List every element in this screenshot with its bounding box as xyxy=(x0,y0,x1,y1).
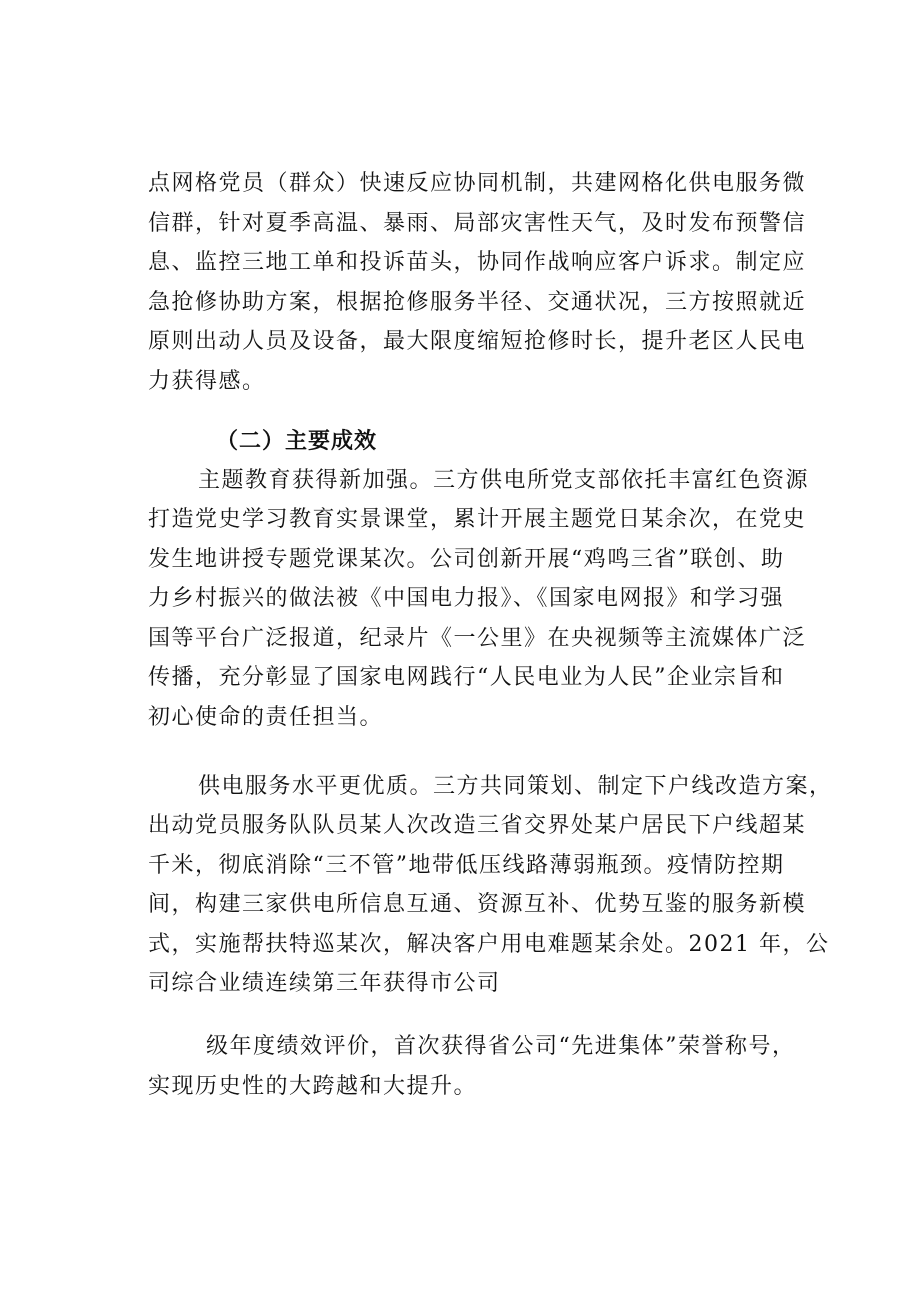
paragraph-1-line-6: 力获得感。 xyxy=(148,369,266,394)
paragraph-2-line-1: 主题教育获得新加强。三方供电所党支部依托丰富红色资源 xyxy=(198,468,810,493)
paragraph-1-line-2: 信群，针对夏季高温、暴雨、局部灾害性天气，及时发布预警信 xyxy=(148,211,807,236)
paragraph-2-line-6: 传播，充分彰显了国家电网践行“人民电业为人民”企业宗旨和 xyxy=(148,665,785,690)
paragraph-2-line-5: 国等平台广泛报道，纪录片《一公里》在央视频等主流媒体广泛 xyxy=(148,626,807,651)
paragraph-2-line-3: 发生地讲授专题党课某次。公司创新开展“鸡鸣三省”联创、助 xyxy=(148,547,785,572)
paragraph-3-line-6: 司综合业绩连续第三年获得市公司 xyxy=(148,971,501,996)
paragraph-1-line-5: 原则出动人员及设备，最大限度缩短抢修时长，提升老区人民电 xyxy=(148,329,807,354)
paragraph-1-line-4: 急抢修协助方案，根据抢修服务半径、交通状况，三方按照就近 xyxy=(148,290,807,315)
paragraph-4-line-2: 实现历史性的大跨越和大提升。 xyxy=(148,1074,478,1099)
paragraph-2-line-4: 力乡村振兴的做法被《中国电力报》、《国家电网报》和学习强 xyxy=(148,586,785,611)
paragraph-1-line-3: 息、监控三地工单和投诉苗头，协同作战响应客户诉求。制定应 xyxy=(148,250,807,275)
paragraph-2-line-2: 打造党史学习教育实景课堂，累计开展主题党日某余次，在党史 xyxy=(148,507,807,532)
paragraph-4-line-1: 级年度绩效评价，首次获得省公司“先进集体”荣誉称号， xyxy=(206,1034,796,1059)
paragraph-2-line-7: 初心使命的责任担当。 xyxy=(148,705,384,730)
paragraph-1-line-1: 点网格党员（群众）快速反应协同机制，共建网格化供电服务微 xyxy=(148,171,807,196)
section-heading: （二）主要成效 xyxy=(216,428,378,454)
paragraph-3-line-2: 出动党员服务队队员某人次改造三省交界处某户居民下户线超某 xyxy=(148,813,807,838)
paragraph-3-line-5: 式，实施帮扶特巡某次，解决客户用电难题某余处。2021 年，公 xyxy=(148,932,830,957)
paragraph-3-line-3: 千米，彻底消除“三不管”地带低压线路薄弱瓶颈。疫情防控期 xyxy=(148,853,785,878)
paragraph-3-line-1: 供电服务水平更优质。三方共同策划、制定下户线改造方案， xyxy=(198,774,833,799)
paragraph-3-line-4: 间，构建三家供电所信息互通、资源互补、优势互鉴的服务新模 xyxy=(148,892,807,917)
